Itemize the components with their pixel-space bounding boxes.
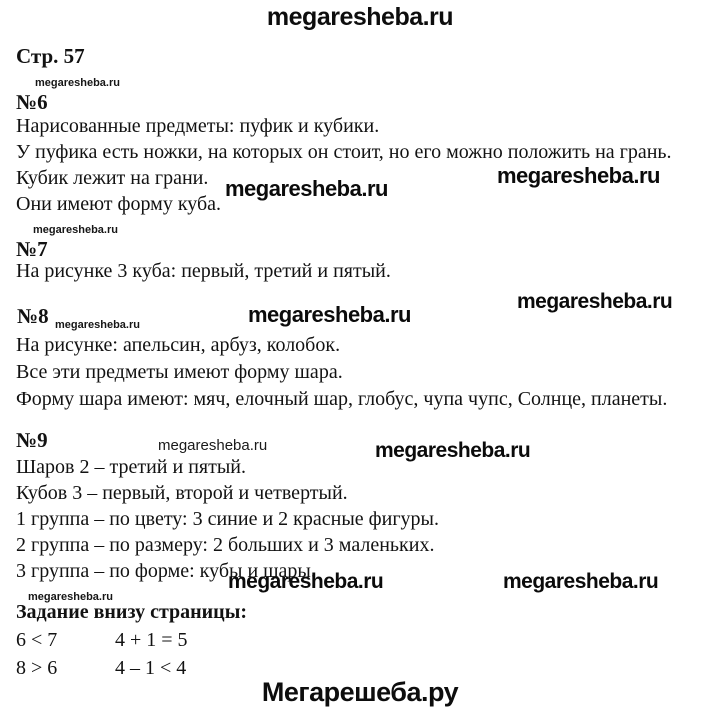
header-site-watermark: megaresheba.ru <box>266 3 454 31</box>
watermark-bold-1: megaresheba.ru <box>497 163 660 188</box>
text-line: На рисунке: апельсин, арбуз, колобок. <box>16 334 341 356</box>
text-line: 2 группа – по размеру: 2 больших и 3 маленьких. <box>16 534 435 556</box>
watermark-small-2: megaresheba.ru <box>33 224 118 236</box>
watermark-bold-2: megaresheba.ru <box>225 176 388 201</box>
watermark-bold-6: megaresheba.ru <box>228 570 384 593</box>
section-9-number: №9 <box>16 428 48 452</box>
text-line: На рисунке 3 куба: первый, третий и пятый. <box>16 260 391 282</box>
watermark-bold-5: megaresheba.ru <box>375 439 531 462</box>
text-line: 1 группа – по цвету: 3 синие и 2 красные фигуры. <box>16 508 439 530</box>
text-line: Нарисованные предметы: пуфик и кубики. <box>16 115 380 137</box>
watermark-small-1: megaresheba.ru <box>35 77 120 89</box>
watermark-medium-1: megaresheba.ru <box>158 437 268 454</box>
text-line: Шаров 2 – третий и пятый. <box>16 456 246 478</box>
section-7-body <box>16 258 391 284</box>
equation: 6 < 7 <box>16 629 58 651</box>
text-line: Кубов 3 – первый, второй и четвертый. <box>16 482 348 504</box>
text-line: Кубик лежит на грани. <box>16 167 209 189</box>
section-9-body <box>16 454 439 584</box>
watermark-bold-7: megaresheba.ru <box>503 570 659 593</box>
watermark-bold-4: megaresheba.ru <box>248 302 411 327</box>
text-line: У пуфика есть ножки, на которых он стоит, но его можно положить на грань. <box>16 141 672 163</box>
section-6-number: №6 <box>16 90 48 114</box>
text-line: Все эти предметы имеют форму шара. <box>16 361 343 383</box>
text-line: 3 группа – по форме: кубы и шары. <box>16 560 316 582</box>
footer-brand: Мегарешеба.ру <box>261 677 459 707</box>
equation: 8 > 6 <box>16 657 58 679</box>
equation-row-1 <box>16 629 188 652</box>
page-number-label: Стр. 57 <box>16 44 85 68</box>
text-line: Форму шара имеют: мяч, елочный шар, глобус, чупа чупс, Солнце, планеты. <box>16 388 668 410</box>
text-line: Они имеют форму куба. <box>16 193 222 215</box>
equation: 4 + 1 = 5 <box>115 629 188 651</box>
section-8-body <box>16 332 667 413</box>
equation: 4 – 1 < 4 <box>115 657 187 679</box>
watermark-small-4: megaresheba.ru <box>28 591 113 603</box>
watermark-small-3: megaresheba.ru <box>55 319 140 331</box>
task-title: Задание внизу страницы: <box>16 601 247 623</box>
section-7-number: №7 <box>16 237 48 261</box>
section-8-number: №8 <box>17 304 49 328</box>
watermark-bold-3: megaresheba.ru <box>517 290 673 313</box>
